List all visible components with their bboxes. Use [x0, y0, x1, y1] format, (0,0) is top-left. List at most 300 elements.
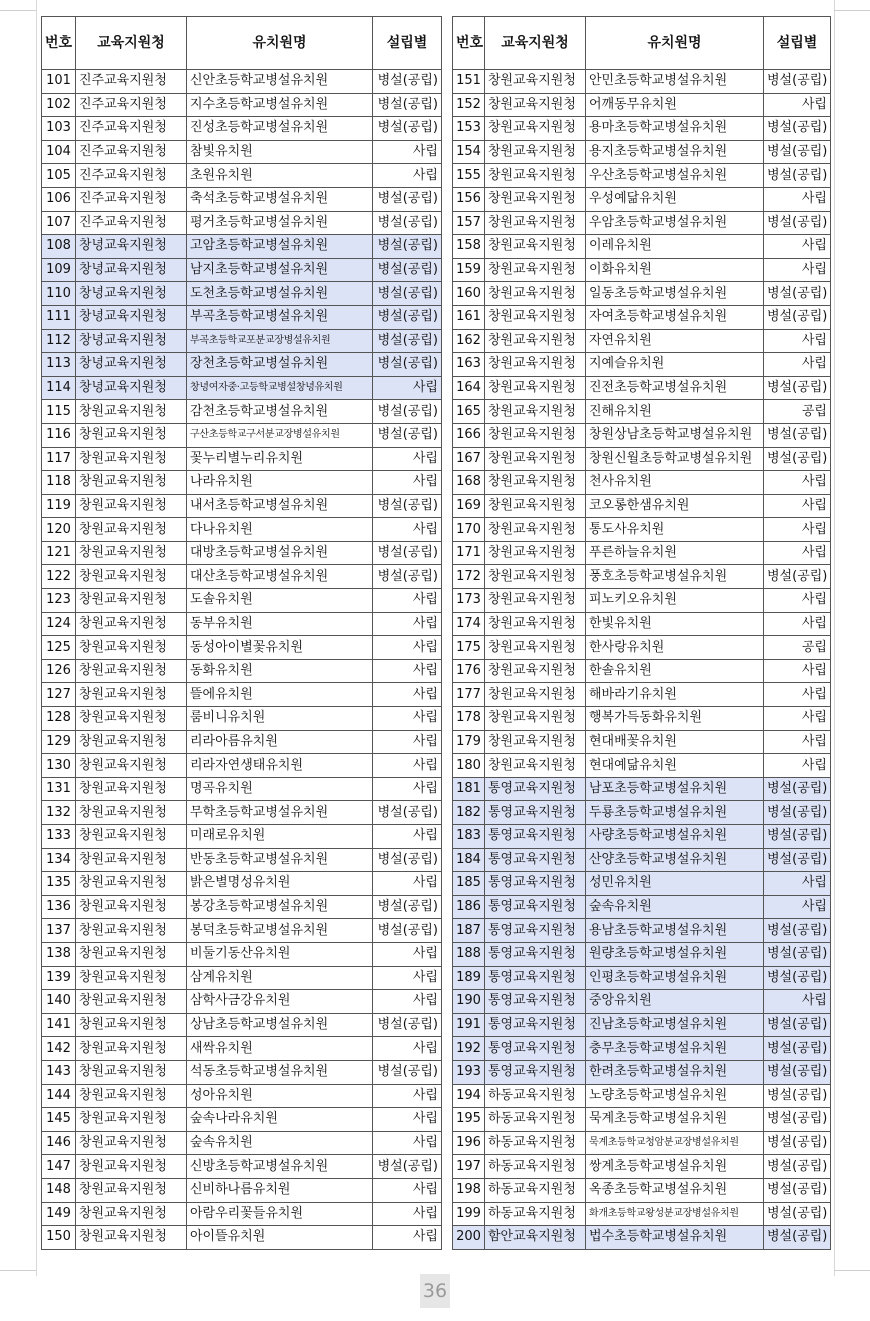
- row-kindergarten-name: 축석초등학교병설유치원: [187, 187, 373, 211]
- row-kindergarten-name: 삼계유치원: [187, 966, 373, 990]
- table-row: [453, 541, 831, 565]
- row-kindergarten-name: 충무초등학교병설유치원: [586, 1037, 764, 1061]
- row-kindergarten-name: 구산초등학교구서분교장병설유치원: [187, 423, 373, 447]
- row-establishment-type: 병설(공립): [764, 848, 831, 872]
- row-office: 창원교육지원청: [76, 1131, 187, 1155]
- row-establishment-type: 병설(공립): [373, 423, 442, 447]
- row-kindergarten-name: 도솔유치원: [187, 589, 373, 613]
- row-kindergarten-name: 화개초등학교왕성분교장병설유치원: [586, 1202, 764, 1226]
- row-kindergarten-name: 진남초등학교병설유치원: [586, 1013, 764, 1037]
- table-row: [453, 258, 831, 282]
- row-office: 창원교육지원청: [76, 919, 187, 943]
- row-kindergarten-name: 창원신월초등학교병설유치원: [586, 447, 764, 471]
- row-establishment-type: 병설(공립): [764, 1155, 831, 1179]
- table-row: [453, 447, 831, 471]
- row-establishment-type: 병설(공립): [373, 565, 442, 589]
- row-number: 168: [453, 471, 485, 495]
- row-office: 창원교육지원청: [76, 1108, 187, 1132]
- table-row: [453, 636, 831, 660]
- row-kindergarten-name: 코오롱한샘유치원: [586, 494, 764, 518]
- row-establishment-type: 사립: [764, 730, 831, 754]
- table-row: [453, 1060, 831, 1084]
- row-number: 137: [42, 919, 76, 943]
- row-kindergarten-name: 숲속유치원: [586, 895, 764, 919]
- table-row: [453, 659, 831, 683]
- row-establishment-type: 병설(공립): [373, 117, 442, 141]
- table-row: [42, 117, 442, 141]
- row-kindergarten-name: 한려초등학교병설유치원: [586, 1060, 764, 1084]
- table-row: [42, 754, 442, 778]
- table-row: [453, 1013, 831, 1037]
- row-kindergarten-name: 우암초등학교병설유치원: [586, 211, 764, 235]
- row-establishment-type: 병설(공립): [373, 305, 442, 329]
- row-establishment-type: 사립: [373, 589, 442, 613]
- table-row: [453, 754, 831, 778]
- row-kindergarten-name: 용마초등학교병설유치원: [586, 117, 764, 141]
- table-row: [42, 305, 442, 329]
- table-row: [453, 494, 831, 518]
- row-number: 161: [453, 305, 485, 329]
- row-kindergarten-name: 쌍계초등학교병설유치원: [586, 1155, 764, 1179]
- row-kindergarten-name: 해바라기유치원: [586, 683, 764, 707]
- row-number: 177: [453, 683, 485, 707]
- table-row: [42, 1155, 442, 1179]
- table-row: [453, 282, 831, 306]
- row-establishment-type: 사립: [764, 187, 831, 211]
- row-establishment-type: 사립: [373, 1178, 442, 1202]
- table-row: [42, 164, 442, 188]
- row-number: 171: [453, 541, 485, 565]
- row-number: 184: [453, 848, 485, 872]
- table-row: [42, 353, 442, 377]
- table-row: [42, 1202, 442, 1226]
- row-number: 175: [453, 636, 485, 660]
- table-row: [453, 707, 831, 731]
- table-row: [453, 70, 831, 94]
- row-establishment-type: 사립: [373, 683, 442, 707]
- row-kindergarten-name: 룸비니유치원: [187, 707, 373, 731]
- row-establishment-type: 병설(공립): [373, 541, 442, 565]
- row-office: 창원교육지원청: [485, 282, 586, 306]
- row-number: 130: [42, 754, 76, 778]
- row-establishment-type: 공립: [764, 636, 831, 660]
- header-type: 설립별: [373, 17, 442, 70]
- row-kindergarten-name: 고암초등학교병설유치원: [187, 235, 373, 259]
- row-establishment-type: 병설(공립): [764, 211, 831, 235]
- row-office: 창원교육지원청: [76, 942, 187, 966]
- row-establishment-type: 사립: [764, 329, 831, 353]
- row-kindergarten-name: 평거초등학교병설유치원: [187, 211, 373, 235]
- row-kindergarten-name: 지예슬유치원: [586, 353, 764, 377]
- row-number: 139: [42, 966, 76, 990]
- row-number: 195: [453, 1108, 485, 1132]
- row-kindergarten-name: 노량초등학교병설유치원: [586, 1084, 764, 1108]
- table-row: [42, 1178, 442, 1202]
- row-kindergarten-name: 풍호초등학교병설유치원: [586, 565, 764, 589]
- table-header-row: [453, 17, 831, 70]
- row-kindergarten-name: 현대예닮유치원: [586, 754, 764, 778]
- row-kindergarten-name: 산양초등학교병설유치원: [586, 848, 764, 872]
- row-office: 하동교육지원청: [485, 1131, 586, 1155]
- table-row: [42, 777, 442, 801]
- row-number: 176: [453, 659, 485, 683]
- header-name: 유치원명: [187, 17, 373, 70]
- table-row: [453, 423, 831, 447]
- row-number: 109: [42, 258, 76, 282]
- row-office: 창원교육지원청: [485, 494, 586, 518]
- row-number: 107: [42, 211, 76, 235]
- row-number: 134: [42, 848, 76, 872]
- row-office: 창녕교육지원청: [76, 376, 187, 400]
- row-number: 162: [453, 329, 485, 353]
- row-kindergarten-name: 천사유치원: [586, 471, 764, 495]
- row-establishment-type: 사립: [373, 730, 442, 754]
- row-number: 188: [453, 942, 485, 966]
- row-number: 190: [453, 990, 485, 1014]
- row-establishment-type: 병설(공립): [373, 258, 442, 282]
- row-kindergarten-name: 한빛유치원: [586, 612, 764, 636]
- table-row: [453, 589, 831, 613]
- row-kindergarten-name: 내서초등학교병설유치원: [187, 494, 373, 518]
- row-kindergarten-name: 진해유치원: [586, 400, 764, 424]
- row-number: 159: [453, 258, 485, 282]
- row-office: 창원교육지원청: [485, 70, 586, 94]
- row-number: 158: [453, 235, 485, 259]
- table-row: [453, 683, 831, 707]
- row-establishment-type: 병설(공립): [764, 777, 831, 801]
- row-number: 152: [453, 93, 485, 117]
- row-kindergarten-name: 피노키오유치원: [586, 589, 764, 613]
- row-number: 120: [42, 518, 76, 542]
- row-office: 창원교육지원청: [76, 612, 187, 636]
- row-number: 200: [453, 1226, 485, 1250]
- row-kindergarten-name: 나라유치원: [187, 471, 373, 495]
- row-kindergarten-name: 명곡유치원: [187, 777, 373, 801]
- table-row: [453, 848, 831, 872]
- row-establishment-type: 병설(공립): [373, 93, 442, 117]
- table-row: [42, 376, 442, 400]
- row-number: 135: [42, 872, 76, 896]
- row-kindergarten-name: 리라자연생태유치원: [187, 754, 373, 778]
- row-office: 창원교육지원청: [76, 1060, 187, 1084]
- table-row: [453, 211, 831, 235]
- table-row: [42, 919, 442, 943]
- table-row: [453, 777, 831, 801]
- row-kindergarten-name: 리라아름유치원: [187, 730, 373, 754]
- row-kindergarten-name: 신방초등학교병설유치원: [187, 1155, 373, 1179]
- row-establishment-type: 병설(공립): [764, 1084, 831, 1108]
- row-establishment-type: 사립: [373, 990, 442, 1014]
- row-kindergarten-name: 창녕여자중·고등학교병설창녕유치원: [187, 376, 373, 400]
- table-row: [42, 70, 442, 94]
- row-kindergarten-name: 상남초등학교병설유치원: [187, 1013, 373, 1037]
- row-number: 140: [42, 990, 76, 1014]
- row-kindergarten-name: 동화유치원: [187, 659, 373, 683]
- row-office: 통영교육지원청: [485, 990, 586, 1014]
- row-kindergarten-name: 숲속나라유치원: [187, 1108, 373, 1132]
- row-number: 125: [42, 636, 76, 660]
- row-establishment-type: 사립: [373, 707, 442, 731]
- row-number: 129: [42, 730, 76, 754]
- row-number: 187: [453, 919, 485, 943]
- row-office: 통영교육지원청: [485, 1060, 586, 1084]
- row-kindergarten-name: 현대배꽃유치원: [586, 730, 764, 754]
- row-establishment-type: 공립: [764, 400, 831, 424]
- row-number: 138: [42, 942, 76, 966]
- kindergarten-table-right: [452, 16, 831, 1250]
- table-row: [42, 423, 442, 447]
- table-row: [42, 140, 442, 164]
- row-number: 108: [42, 235, 76, 259]
- row-office: 창원교육지원청: [485, 754, 586, 778]
- row-office: 통영교육지원청: [485, 872, 586, 896]
- row-establishment-type: 사립: [373, 1131, 442, 1155]
- row-office: 창원교육지원청: [485, 612, 586, 636]
- table-row: [42, 1037, 442, 1061]
- row-establishment-type: 사립: [373, 1226, 442, 1250]
- row-establishment-type: 병설(공립): [764, 825, 831, 849]
- row-establishment-type: 사립: [764, 518, 831, 542]
- row-kindergarten-name: 성민유치원: [586, 872, 764, 896]
- row-kindergarten-name: 뜰에유치원: [187, 683, 373, 707]
- row-number: 131: [42, 777, 76, 801]
- row-kindergarten-name: 어깨동무유치원: [586, 93, 764, 117]
- row-number: 118: [42, 471, 76, 495]
- row-number: 173: [453, 589, 485, 613]
- row-establishment-type: 사립: [764, 683, 831, 707]
- row-establishment-type: 병설(공립): [764, 1131, 831, 1155]
- row-office: 통영교육지원청: [485, 1013, 586, 1037]
- table-row: [453, 329, 831, 353]
- row-kindergarten-name: 법수초등학교병설유치원: [586, 1226, 764, 1250]
- row-office: 진주교육지원청: [76, 140, 187, 164]
- row-number: 114: [42, 376, 76, 400]
- row-kindergarten-name: 안민초등학교병설유치원: [586, 70, 764, 94]
- row-number: 191: [453, 1013, 485, 1037]
- row-number: 144: [42, 1084, 76, 1108]
- row-establishment-type: 병설(공립): [764, 305, 831, 329]
- row-number: 101: [42, 70, 76, 94]
- row-office: 창원교육지원청: [485, 211, 586, 235]
- row-kindergarten-name: 한사랑유치원: [586, 636, 764, 660]
- page-number: 36: [420, 1274, 450, 1308]
- row-establishment-type: 병설(공립): [764, 1178, 831, 1202]
- row-establishment-type: 사립: [373, 612, 442, 636]
- table-row: [42, 494, 442, 518]
- row-establishment-type: 병설(공립): [764, 942, 831, 966]
- table-row: [42, 1108, 442, 1132]
- row-office: 창원교육지원청: [76, 990, 187, 1014]
- row-establishment-type: 병설(공립): [764, 376, 831, 400]
- row-establishment-type: 병설(공립): [764, 117, 831, 141]
- row-number: 170: [453, 518, 485, 542]
- row-number: 157: [453, 211, 485, 235]
- row-kindergarten-name: 행복가득동화유치원: [586, 707, 764, 731]
- row-number: 149: [42, 1202, 76, 1226]
- row-number: 133: [42, 825, 76, 849]
- table-row: [453, 1131, 831, 1155]
- row-office: 진주교육지원청: [76, 117, 187, 141]
- row-establishment-type: 병설(공립): [373, 282, 442, 306]
- row-office: 창원교육지원청: [76, 423, 187, 447]
- row-kindergarten-name: 장천초등학교병설유치원: [187, 353, 373, 377]
- row-number: 193: [453, 1060, 485, 1084]
- row-establishment-type: 사립: [373, 164, 442, 188]
- row-office: 통영교육지원청: [485, 1037, 586, 1061]
- row-establishment-type: 병설(공립): [373, 494, 442, 518]
- row-establishment-type: 병설(공립): [373, 353, 442, 377]
- row-kindergarten-name: 삼학사금강유치원: [187, 990, 373, 1014]
- row-kindergarten-name: 미래로유치원: [187, 825, 373, 849]
- corner-mark-bottom-right: [834, 1270, 870, 1271]
- row-number: 115: [42, 400, 76, 424]
- row-establishment-type: 병설(공립): [764, 140, 831, 164]
- row-office: 창원교육지원청: [485, 683, 586, 707]
- row-establishment-type: 사립: [373, 754, 442, 778]
- row-number: 153: [453, 117, 485, 141]
- row-office: 하동교육지원청: [485, 1155, 586, 1179]
- table-row: [453, 801, 831, 825]
- row-number: 197: [453, 1155, 485, 1179]
- row-establishment-type: 사립: [764, 754, 831, 778]
- row-number: 111: [42, 305, 76, 329]
- row-establishment-type: 사립: [373, 376, 442, 400]
- row-office: 창원교육지원청: [76, 801, 187, 825]
- row-number: 189: [453, 966, 485, 990]
- row-office: 창원교육지원청: [76, 589, 187, 613]
- row-kindergarten-name: 우성예닮유치원: [586, 187, 764, 211]
- row-establishment-type: 사립: [373, 1202, 442, 1226]
- row-office: 하동교육지원청: [485, 1084, 586, 1108]
- row-establishment-type: 병설(공립): [373, 848, 442, 872]
- kindergarten-table-left: [41, 16, 442, 1250]
- row-kindergarten-name: 창원상남초등학교병설유치원: [586, 423, 764, 447]
- row-kindergarten-name: 새싹유치원: [187, 1037, 373, 1061]
- row-kindergarten-name: 무학초등학교병설유치원: [187, 801, 373, 825]
- row-establishment-type: 사립: [373, 1108, 442, 1132]
- row-office: 창원교육지원청: [485, 400, 586, 424]
- table-row: [453, 353, 831, 377]
- row-establishment-type: 병설(공립): [764, 919, 831, 943]
- table-row: [42, 730, 442, 754]
- row-kindergarten-name: 대방초등학교병설유치원: [187, 541, 373, 565]
- table-row: [453, 612, 831, 636]
- row-office: 창원교육지원청: [485, 258, 586, 282]
- page-edge-right: [834, 0, 835, 1276]
- row-establishment-type: 사립: [764, 990, 831, 1014]
- row-office: 창원교육지원청: [76, 683, 187, 707]
- row-establishment-type: 사립: [764, 707, 831, 731]
- row-office: 진주교육지원청: [76, 70, 187, 94]
- row-establishment-type: 병설(공립): [373, 895, 442, 919]
- row-number: 142: [42, 1037, 76, 1061]
- row-kindergarten-name: 신비하나름유치원: [187, 1178, 373, 1202]
- table-row: [42, 589, 442, 613]
- row-office: 창녕교육지원청: [76, 353, 187, 377]
- row-kindergarten-name: 자여초등학교병설유치원: [586, 305, 764, 329]
- table-row: [453, 942, 831, 966]
- table-row: [42, 93, 442, 117]
- row-office: 창녕교육지원청: [76, 235, 187, 259]
- row-establishment-type: 병설(공립): [373, 211, 442, 235]
- row-establishment-type: 사립: [373, 471, 442, 495]
- table-row: [42, 1060, 442, 1084]
- table-row: [42, 211, 442, 235]
- row-number: 147: [42, 1155, 76, 1179]
- row-number: 165: [453, 400, 485, 424]
- row-number: 148: [42, 1178, 76, 1202]
- row-number: 117: [42, 447, 76, 471]
- row-kindergarten-name: 일동초등학교병설유치원: [586, 282, 764, 306]
- row-establishment-type: 병설(공립): [373, 235, 442, 259]
- table-row: [453, 1108, 831, 1132]
- row-office: 창녕교육지원청: [76, 329, 187, 353]
- row-office: 창녕교육지원청: [76, 305, 187, 329]
- page-edge-left: [36, 0, 37, 1276]
- row-office: 창원교육지원청: [76, 754, 187, 778]
- table-row: [42, 825, 442, 849]
- header-type: 설립별: [764, 17, 831, 70]
- row-office: 창원교육지원청: [76, 1226, 187, 1250]
- row-kindergarten-name: 푸른하늘유치원: [586, 541, 764, 565]
- row-office: 창원교육지원청: [76, 1155, 187, 1179]
- row-establishment-type: 병설(공립): [764, 1226, 831, 1250]
- table-row: [42, 659, 442, 683]
- row-number: 124: [42, 612, 76, 636]
- table-row: [453, 895, 831, 919]
- row-establishment-type: 병설(공립): [373, 919, 442, 943]
- row-number: 141: [42, 1013, 76, 1037]
- table-row: [42, 187, 442, 211]
- row-kindergarten-name: 두룡초등학교병설유치원: [586, 801, 764, 825]
- row-number: 194: [453, 1084, 485, 1108]
- row-kindergarten-name: 숲속유치원: [187, 1131, 373, 1155]
- row-office: 창원교육지원청: [76, 400, 187, 424]
- row-number: 123: [42, 589, 76, 613]
- row-establishment-type: 사립: [373, 1037, 442, 1061]
- table-row: [453, 1226, 831, 1250]
- table-row: [42, 1226, 442, 1250]
- row-number: 186: [453, 895, 485, 919]
- table-row: [42, 942, 442, 966]
- row-office: 창원교육지원청: [485, 187, 586, 211]
- row-kindergarten-name: 우산초등학교병설유치원: [586, 164, 764, 188]
- row-establishment-type: 사립: [764, 612, 831, 636]
- table-row: [42, 447, 442, 471]
- row-office: 창원교육지원청: [76, 848, 187, 872]
- row-office: 창원교육지원청: [76, 777, 187, 801]
- row-number: 181: [453, 777, 485, 801]
- table-row: [453, 93, 831, 117]
- table-row: [42, 329, 442, 353]
- row-office: 창원교육지원청: [76, 1037, 187, 1061]
- row-number: 146: [42, 1131, 76, 1155]
- table-row: [42, 872, 442, 896]
- row-office: 창원교육지원청: [485, 518, 586, 542]
- row-establishment-type: 병설(공립): [373, 187, 442, 211]
- row-office: 진주교육지원청: [76, 211, 187, 235]
- row-office: 창원교육지원청: [485, 447, 586, 471]
- row-number: 182: [453, 801, 485, 825]
- row-kindergarten-name: 남포초등학교병설유치원: [586, 777, 764, 801]
- row-office: 창원교육지원청: [485, 423, 586, 447]
- row-office: 창원교육지원청: [485, 164, 586, 188]
- row-establishment-type: 병설(공립): [373, 1060, 442, 1084]
- table-row: [42, 848, 442, 872]
- header-name: 유치원명: [586, 17, 764, 70]
- table-row: [453, 966, 831, 990]
- row-kindergarten-name: 성아유치원: [187, 1084, 373, 1108]
